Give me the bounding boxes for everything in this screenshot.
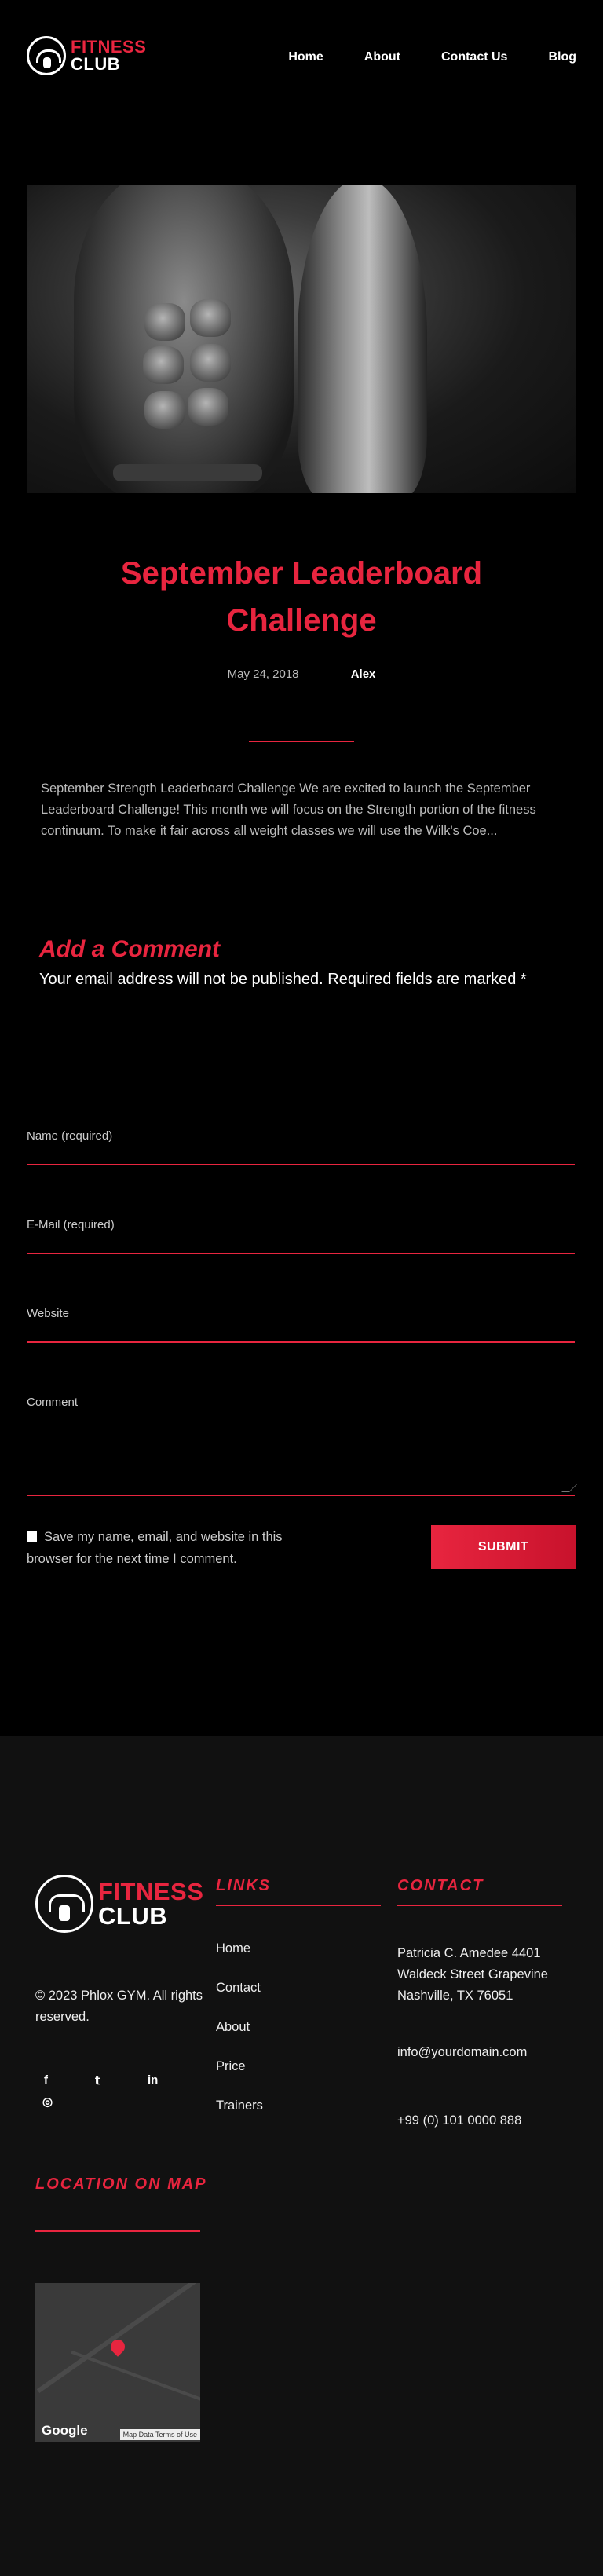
main-nav — [288, 50, 576, 64]
consent-checkbox[interactable] — [27, 1531, 37, 1542]
site-logo[interactable] — [27, 36, 146, 75]
twitter-icon[interactable]: 𝕥 — [95, 2074, 100, 2088]
article-date[interactable]: May 24, 2018 — [227, 668, 299, 681]
facebook-icon[interactable]: f — [44, 2073, 48, 2087]
footer-links — [216, 1941, 263, 2138]
consent-label: Save my name, email, and website in this browser for the next time I comment. — [27, 1530, 283, 1566]
article-meta — [0, 668, 603, 681]
flexing-arm-logo-icon — [27, 36, 66, 75]
contact-heading-underline — [397, 1905, 562, 1906]
comment-note: Your email address will not be published. Required fields are marked * — [39, 971, 527, 988]
title-divider — [249, 741, 354, 742]
comment-heading: Add a Comment — [39, 936, 221, 962]
map-heading-underline — [35, 2230, 200, 2232]
nav-contact-us[interactable]: Contact Us — [441, 50, 508, 64]
nav-about[interactable]: About — [364, 50, 400, 64]
email-label: E-Mail (required) — [27, 1218, 115, 1231]
map-attribution[interactable]: Map Data Terms of Use — [120, 2429, 200, 2440]
consent-row — [27, 1526, 325, 1570]
instagram-icon[interactable]: ◎ — [42, 2095, 53, 2109]
links-heading: LINKS — [216, 1877, 271, 1894]
google-logo: Google — [42, 2423, 88, 2438]
article-hero-image — [27, 185, 576, 493]
map-heading: LOCATION ON MAP — [35, 2175, 207, 2193]
logo-text-club: CLUB — [71, 54, 121, 74]
footer-link-price[interactable]: Price — [216, 2059, 246, 2073]
linkedin-icon[interactable]: in — [148, 2073, 159, 2087]
resize-handle-icon[interactable] — [561, 1484, 577, 1492]
submit-button[interactable]: SUBMIT — [431, 1525, 576, 1569]
footer-logo-text-club: CLUB — [98, 1902, 168, 1930]
contact-email[interactable]: info@yourdomain.com — [397, 2045, 528, 2059]
contact-address: Patricia C. Amedee 4401 Waldeck Street Grapevine Nashville, TX 76051 — [397, 1946, 548, 2003]
location-map[interactable] — [35, 2283, 200, 2442]
nav-home[interactable]: Home — [288, 50, 323, 64]
email-field[interactable] — [27, 1218, 575, 1254]
links-heading-underline — [216, 1905, 381, 1906]
contact-heading: CONTACT — [397, 1877, 484, 1894]
footer-link-home[interactable]: Home — [216, 1941, 251, 1956]
copyright-text: © 2023 Phlox GYM. All rights reserved. — [35, 1989, 203, 2024]
footer-logo-text-fitness: FITNESS — [98, 1878, 204, 1905]
footer-link-trainers[interactable]: Trainers — [216, 2098, 263, 2113]
article-excerpt: September Strength Leaderboard Challenge We are excited to launch the September Leaderboard Challenge! This month we will focus on the Strength portion of the fitness continuum. To make it fair across all weight classes we will use the Wilk's Coe... — [41, 781, 536, 838]
site-header — [0, 0, 603, 118]
site-footer — [0, 1736, 603, 2576]
name-field[interactable] — [27, 1129, 575, 1165]
comment-textarea[interactable] — [27, 1396, 575, 1496]
article-author[interactable]: Alex — [350, 668, 376, 681]
footer-logo[interactable] — [35, 1875, 203, 1933]
nav-blog[interactable]: Blog — [548, 50, 576, 64]
footer-link-contact[interactable]: Contact — [216, 1981, 261, 1995]
footer-link-about[interactable]: About — [216, 2020, 250, 2034]
website-label: Website — [27, 1307, 69, 1320]
contact-phone[interactable]: +99 (0) 101 0000 888 — [397, 2113, 522, 2128]
flexing-arm-logo-icon — [35, 1875, 93, 1933]
comment-label: Comment — [27, 1396, 79, 1409]
contact-info — [397, 1943, 578, 2131]
website-field[interactable] — [27, 1307, 575, 1343]
article-title: September Leaderboard Challenge — [120, 556, 483, 638]
name-label: Name (required) — [27, 1129, 113, 1143]
logo-text-fitness: FITNESS — [71, 37, 147, 57]
